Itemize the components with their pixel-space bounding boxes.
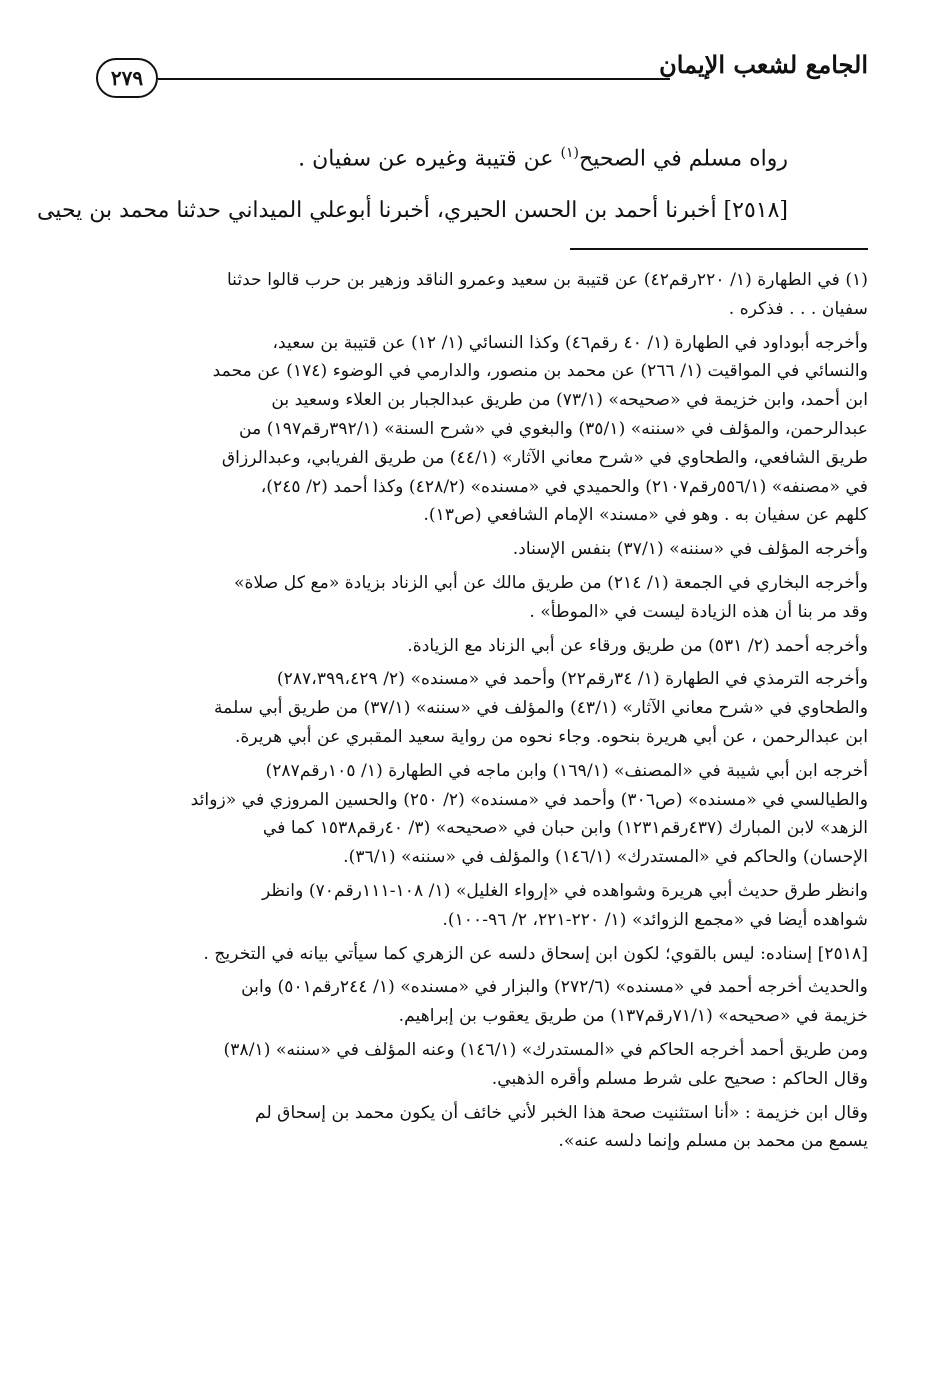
header-rule <box>158 78 670 80</box>
footnote-paragraph: والحديث أخرجه أحمد في «مسنده» (٢٧٢/٦) والبزار في «مسنده» (١/ ٢٤٤رقم٥٠١) وابن خزيمة في «صحيحه» (٧١/١رقم١٣٧) من طريق يعقوب بن إبراهيم. <box>241 977 868 1027</box>
main-line-2: [٢٥١٨] أخبرنا أحمد بن الحسن الحيري، أخبرنا أبوعلي الميداني حدثنا محمد بن يحيى <box>36 198 788 223</box>
footnotes <box>78 266 868 1161</box>
footnote-reference[interactable]: (١) <box>560 145 579 161</box>
footnote-paragraph: أخرجه ابن أبي شيبة في «المصنف» (١٦٩/١) وابن ماجه في الطهارة (١/ ١٠٥رقم٢٨٧) والطيالسي في «مسنده» (ص٣٠٦) وأحمد في «مسنده» (٢/ ٢٥٠) والحسين المروزي في «زوائد الزهد» لابن المبارك (٤٣٧رقم١٢٣١) وابن حبان في «صحيحه» (٣/ ٤٠رقم١٥٣٨ كما في الإحسان) والحاكم في «المستدرك» (١٤٦/١) والمؤلف في «سننه» (٣٦/١). <box>190 760 868 868</box>
footnote-paragraph: وأخرجه أبوداود في الطهارة (١/ ٤٠ رقم٤٦) وكذا النسائي (١/ ١٢) عن قتيبة بن سعيد، والنسائي في المواقيت (١/ ٢٦٦) عن محمد بن منصور، والدارمي في الوضوء (١٧٤) عن محمد ابن أحمد، وابن خزيمة في «صحيحه» (٧٣/١) من طريق عبدالجبار بن العلاء وسعيد بن عبدالرحمن، والمؤلف في «سننه» (٣٥/١) والبغوي في «شرح السنة» (٣٩٢/١رقم١٩٧) من طريق الشافعي، والطحاوي في «شرح معاني الآثار» (٤٤/١) من طريق الفريابي، وعبدالرزاق في «مصنفه» (٥٥٦/١رقم٢١٠٧) والحميدي في «مسنده» (٤٢٨/٢) وكذا أحمد (٢/ ٢٤٥)، كلهم عن سفيان به . وهو في «مسند» الإمام الشافعي (ص١٣). <box>212 332 868 526</box>
main-line-1-rest: عن قتيبة وغيره عن سفيان . <box>298 146 561 172</box>
footnote-paragraph: [٢٥١٨] إسناده: ليس بالقوي؛ لكون ابن إسحاق دلسه عن الزهري كما سيأتي بيانه في التخريج . <box>203 943 868 964</box>
main-line-1 <box>298 128 788 184</box>
footnote-paragraph: (١) في الطهارة (١/ ٢٢٠رقم٤٢) عن قتيبة بن سعيد وعمرو الناقد وزهير بن حرب قالوا حدثنا سفيان . . . فذكره . <box>226 270 868 319</box>
footnote-paragraph: وأخرجه المؤلف في «سننه» (٣٧/١) بنفس الإسناد. <box>512 539 868 560</box>
footnote-paragraph: وأخرجه الترمذي في الطهارة (١/ ٣٤رقم٢٢) وأحمد في «مسنده» (٢/ ٢٨٧،٣٩٩،٤٢٩) والطحاوي في «شرح معاني الآثار» (٤٣/١) والمؤلف في «سننه» (٣٧/١) من طريق أبي سلمة ابن عبدالرحمن ، عن أبي هريرة بنحوه. وجاء نحوه من رواية سعيد المقبري عن أبي هريرة. <box>213 669 868 747</box>
footnote-paragraph: ومن طريق أحمد أخرجه الحاكم في «المستدرك» (١٤٦/١) وعنه المؤلف في «سننه» (٣٨/١) وقال الحاكم : صحيح على شرط مسلم وأقره الذهبي. <box>223 1039 868 1089</box>
running-title: الجامع لشعب الإيمان <box>659 50 868 79</box>
footnote-paragraph: وانظر طرق حديث أبي هريرة وشواهده في «إرواء الغليل» (١/ ١٠٨-١١١رقم٧٠) وانظر شواهده أيضا في «مجمع الزوائد» (١/ ٢٢٠-٢٢١، ٢/ ٩٦-١٠٠). <box>261 880 868 930</box>
footnote-paragraph: وأخرجه أحمد (٢/ ٥٣١) من طريق ورقاء عن أبي الزناد مع الزيادة. <box>407 635 868 656</box>
page-number: ٢٧٩ <box>96 58 158 98</box>
main-line-1-text: رواه مسلم في الصحيح <box>579 146 788 172</box>
footnote-paragraph: وقال ابن خزيمة : «أنا استثنيت صحة هذا الخبر لأني خائف أن يكون محمد بن إسحاق لم يسمع من محمد بن مسلم وإنما دلسه عنه». <box>255 1102 868 1152</box>
footnote-paragraph: وأخرجه البخاري في الجمعة (١/ ٢١٤) من طريق مالك عن أبي الزناد بزيادة «مع كل صلاة» وقد مر بنا أن هذه الزيادة ليست في «الموطأ» . <box>233 572 868 622</box>
footnote-rule <box>570 248 868 250</box>
